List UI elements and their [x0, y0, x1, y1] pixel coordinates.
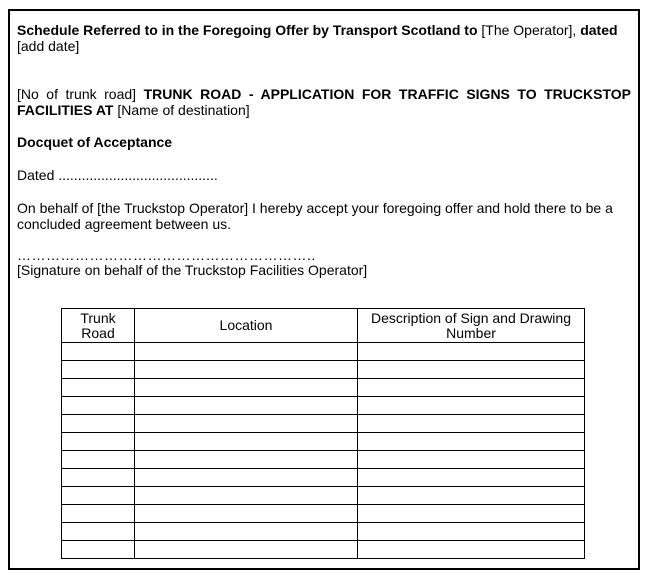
table-cell [358, 469, 585, 487]
table-row [62, 487, 585, 505]
table-cell [62, 541, 135, 559]
table-row [62, 433, 585, 451]
table-cell [358, 523, 585, 541]
dated-line: Dated ......................................... [17, 167, 218, 183]
table-cell [358, 397, 585, 415]
signature-caption: [Signature on behalf of the Truckstop Facilities Operator] [17, 262, 368, 278]
table-cell [358, 505, 585, 523]
table-cell [62, 469, 135, 487]
table-cell [62, 397, 135, 415]
signature-dotted-line: …………………………………………………….. [17, 248, 316, 263]
table-cell [62, 361, 135, 379]
destination-placeholder: [Name of destination] [117, 102, 250, 118]
table-cell [62, 487, 135, 505]
signature-block [17, 248, 631, 278]
table-cell [135, 343, 358, 361]
table-cell [358, 379, 585, 397]
table-cell [135, 433, 358, 451]
application-title [17, 86, 631, 118]
table-header-row [62, 309, 585, 343]
table-cell [358, 433, 585, 451]
table-cell [135, 505, 358, 523]
table-cell [135, 523, 358, 541]
table-cell [135, 415, 358, 433]
table-row [62, 361, 585, 379]
docquet-heading: Docquet of Acceptance [17, 134, 173, 150]
schedule-title [17, 22, 631, 54]
table-cell [358, 415, 585, 433]
table-row [62, 523, 585, 541]
col-header-location: Location [135, 309, 358, 343]
table-cell [135, 361, 358, 379]
schedule-title-date-placeholder: [add date] [17, 38, 80, 54]
table-cell [135, 469, 358, 487]
table-cell [62, 433, 135, 451]
table-cell [135, 541, 358, 559]
table-cell [135, 451, 358, 469]
application-title-bold: TRUNK ROAD - APPLICATION FOR TRAFFIC SIGNS TO TRUCKSTOP FACILITIES AT [17, 86, 631, 118]
table-row [62, 451, 585, 469]
table-cell [358, 451, 585, 469]
document-page [8, 9, 640, 570]
table-cell [135, 379, 358, 397]
table-cell [135, 487, 358, 505]
schedule-title-bold-dated: dated [580, 22, 618, 38]
table-row [62, 505, 585, 523]
signs-table [61, 308, 585, 559]
table-row [62, 397, 585, 415]
col-header-description: Description of Sign and Drawing Number [358, 309, 585, 343]
col-header-trunk-road: Trunk Road [62, 309, 135, 343]
table-cell [358, 541, 585, 559]
table-row [62, 541, 585, 559]
table-row [62, 343, 585, 361]
table-cell [62, 523, 135, 541]
table-cell [135, 397, 358, 415]
table-cell [62, 379, 135, 397]
schedule-title-bold-1: Schedule Referred to in the Foregoing Offer by Transport Scotland to [17, 22, 482, 38]
table-cell [358, 487, 585, 505]
table-cell [358, 361, 585, 379]
table-cell [62, 343, 135, 361]
acceptance-paragraph: On behalf of [the Truckstop Operator] I hereby accept your foregoing offer and hold there to be a concluded agreement between us. [17, 200, 613, 232]
schedule-title-operator-placeholder: [The Operator], [481, 22, 581, 38]
trunk-road-number-placeholder: [No of trunk road] [17, 86, 144, 102]
table-cell [62, 505, 135, 523]
table-row [62, 415, 585, 433]
table-cell [358, 343, 585, 361]
table-cell [62, 451, 135, 469]
signs-table-body [62, 343, 585, 559]
table-row [62, 379, 585, 397]
table-cell [62, 415, 135, 433]
table-row [62, 469, 585, 487]
